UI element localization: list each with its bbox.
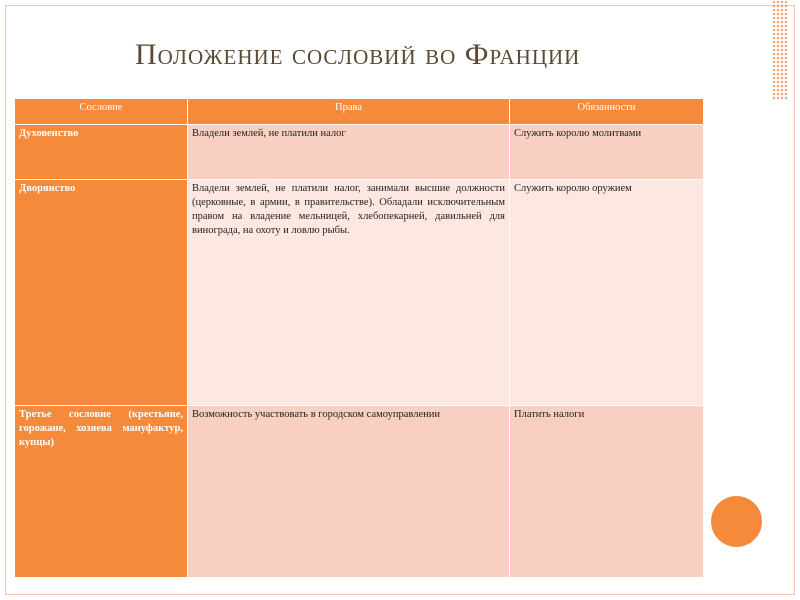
header-estate: Сословие bbox=[15, 99, 188, 125]
header-rights: Права bbox=[188, 99, 510, 125]
rights-cell: Владели землей, не платили налог, занимали высшие должности (церковные, в армии, в правительстве). Обладали исключительным правом на владение мельницей, хлебопекарней, давильней для винограда, на охоту и ловлю рыбы. bbox=[188, 180, 510, 406]
duties-cell: Служить королю оружием bbox=[510, 180, 704, 406]
duties-cell: Платить налоги bbox=[510, 406, 704, 578]
rights-cell: Владели землей, не платили налог bbox=[188, 125, 510, 180]
rights-cell: Возможность участвовать в городском самоуправлении bbox=[188, 406, 510, 578]
estate-cell: Третье сословие (крестьяне, горожане, хозяева мануфактур, купцы) bbox=[15, 406, 188, 578]
estate-cell: Дворянство bbox=[15, 180, 188, 406]
table-header-row bbox=[15, 99, 704, 125]
estate-cell: Духовенство bbox=[15, 125, 188, 180]
table-row bbox=[15, 406, 704, 578]
decorative-circle bbox=[711, 496, 762, 547]
slide-title: Положение сословий во Франции bbox=[135, 38, 581, 71]
table-row bbox=[15, 180, 704, 406]
table-row bbox=[15, 125, 704, 180]
decorative-dot-pattern bbox=[772, 0, 788, 100]
duties-cell: Служить королю молитвами bbox=[510, 125, 704, 180]
header-duties: Обязанности bbox=[510, 99, 704, 125]
estates-table bbox=[14, 98, 704, 578]
